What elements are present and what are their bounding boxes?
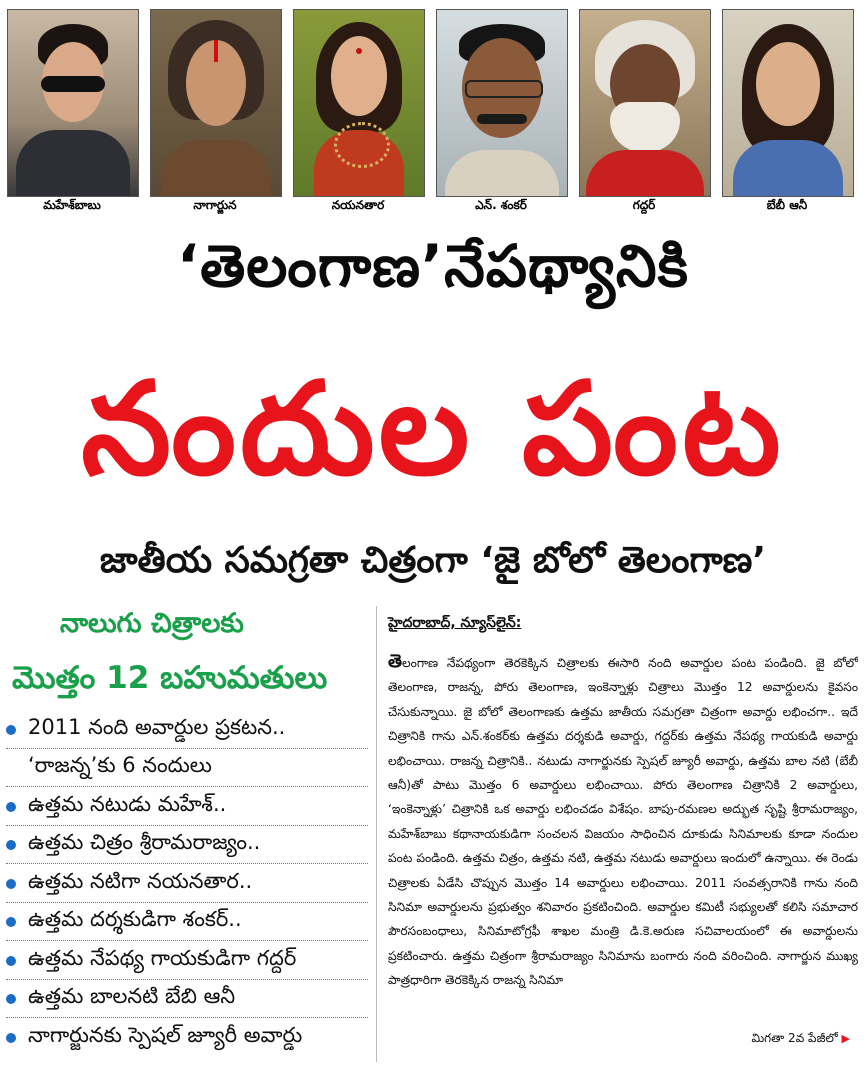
- article-dateline: హైదరాబాద్, న్యూస్‌లైన్:: [388, 615, 522, 631]
- list-item-text: ఉత్తమ బాలనటి బేబి ఆనీ: [28, 984, 236, 1008]
- photo-caption: నాగార్జున: [193, 198, 237, 212]
- list-item-text: ఉత్తమ దర్శకుడిగా శంకర్..: [28, 907, 242, 931]
- article-body: తెలంగాణ నేపథ్యంగా తెరకెక్కిన చిత్రాలకు ఈసారి నంది అవార్డుల పంట పండింది. జై బోలో తెలంగాణ, రాజన్న, పోరు తెలంగాణ, ఇంకెన్నాళ్లు చిత్రాలు మొత్తం 12 అవార్డులను కైవసం చేసుకున్నాయి. జై బోలో తెలంగాణకు ఉత్తమ జాతీయ సమగ్రతా చిత్రంగా అవార్డు లభించగా.. ఇదే చిత్రానికి గాను ఎన్.శంకర్‌కు ఉత్తమ దర్శకుడి అవార్డు, గద్దర్‌కు ఉత్తమ నేపథ్య గాయకుడి అవార్డు లభించాయి. రాజన్న చిత్రానికి.. నటుడు నాగార్జునకు స్పెషల్ జ్యూరీ అవార్డు, ఉత్తమ బాల నటి (బేబీ ఆనీ)తో పాటు మొత్తం 6 అవార్డులు లభించాయి. పోరు తెలంగాణ చిత్రానికి 2 అవార్డులు, ‘ఇంకెన్నాళ్లు’ చిత్రానికి ఒక అవార్డు లభించడం విశేషం. బాపు-రమణల అద్భుత సృష్టి శ్రీరామరాజ్యం, మహేశ్‌బాబు కథానాయకుడిగా సంచలన విజయం సాధించిన దూకుడు సినిమాలకు కూడా నందుల పంట పండింది. ఉత్తమ చిత్రం, ఉత్తమ నటి, ఉత్తమ నటుడు అవార్డులు ఇందులో ఉన్నాయి. ఈ రెండు చిత్రాలకు ఏడేసి చొప్పున మొత్తం 14 అవార్డులు లభించాయి. 2011 సంవత్సరానికి గాను నంది సినిమా అవార్డులను ప్రభుత్వం శనివారం ప్రకటించింది. అవార్డుల కమిటీ సభ్యులతో కలిసి సమాచార పౌరసంబంధాలు, సినిమాటోగ్రఫీ శాఖల మంత్రి డి.కె.అరుణ సచివాలయంలో ఈ అవార్డులను ప్రకటించారు. ఉత్తమ చిత్రంగా శ్రీరామరాజ్యం సినిమాను బంగారు నంది వరించింది. నాగార్జున ముఖ్య పాత్రధారిగా తెరకెక్కిన రాజన్న సినిమా: [388, 651, 858, 988]
- column-divider: [376, 606, 377, 1062]
- list-item-text: నాగార్జునకు స్పెషల్ జ్యూరీ అవార్డు: [28, 1023, 303, 1047]
- list-item: [6, 981, 368, 1018]
- sidebar-subtitle: మొత్తం 12 బహుమతులు: [12, 660, 328, 696]
- list-item: [6, 750, 368, 787]
- list-item-text: 2011 నంది అవార్డుల ప్రకటన..: [28, 715, 286, 739]
- continued-note: [751, 1031, 850, 1048]
- photo-caption: గద్దర్: [632, 198, 656, 212]
- list-item: [6, 1020, 368, 1056]
- list-item: [6, 789, 368, 826]
- bullet-icon: [6, 725, 16, 735]
- photo-caption: మహేశ్‌బాబు: [43, 198, 101, 212]
- continued-text: మిగతా 2వ పేజీలో: [751, 1031, 838, 1045]
- bullet-icon: [6, 840, 16, 850]
- list-item-text: ‘రాజన్న’కు 6 నందులు: [28, 753, 212, 777]
- list-item-text: ఉత్తమ నేపథ్య గాయకుడిగా గద్దర్: [28, 946, 297, 970]
- headline-subtitle: జాతీయ సమగ్రతా చిత్రంగా ‘జై బోలో తెలంగాణ’: [99, 540, 767, 581]
- photo-baby-annie: [722, 9, 854, 197]
- bullet-icon: [6, 879, 16, 889]
- list-item: [6, 827, 368, 864]
- photo-nagarjuna: [150, 9, 282, 197]
- photo-caption: బేబీ ఆనీ: [766, 198, 808, 212]
- list-item-text: ఉత్తమ చిత్రం శ్రీరామరాజ్యం..: [28, 830, 261, 854]
- list-item: [6, 712, 368, 749]
- bullet-icon: [6, 802, 16, 812]
- sidebar-title: నాలుగు చిత్రాలకు: [60, 608, 244, 639]
- bullet-icon: [6, 994, 16, 1004]
- list-item: [6, 866, 368, 903]
- bullet-icon: [6, 1033, 16, 1043]
- photo-gaddar: [579, 9, 711, 197]
- list-item: [6, 943, 368, 980]
- list-item-text: ఉత్తమ నటిగా నయనతార..: [28, 869, 253, 893]
- photo-nayanathara: [293, 9, 425, 197]
- bullet-icon: [6, 917, 16, 927]
- photo-mahesh-babu: [7, 9, 139, 197]
- headline-main: నందుల పంట: [81, 355, 785, 504]
- list-item-text: ఉత్తమ నటుడు మహేశ్..: [28, 792, 227, 816]
- photo-n-shankar: [436, 9, 568, 197]
- bullet-icon: [6, 956, 16, 966]
- photo-caption: ఎన్. శంకర్: [475, 198, 527, 212]
- photo-caption: నయనతార: [331, 198, 385, 212]
- list-item: [6, 904, 368, 941]
- play-arrow-icon: ▶: [841, 1032, 850, 1045]
- headline-kicker: ‘తెలంగాణ’నేపథ్యానికి: [177, 232, 689, 300]
- photo-strip: [0, 0, 866, 216]
